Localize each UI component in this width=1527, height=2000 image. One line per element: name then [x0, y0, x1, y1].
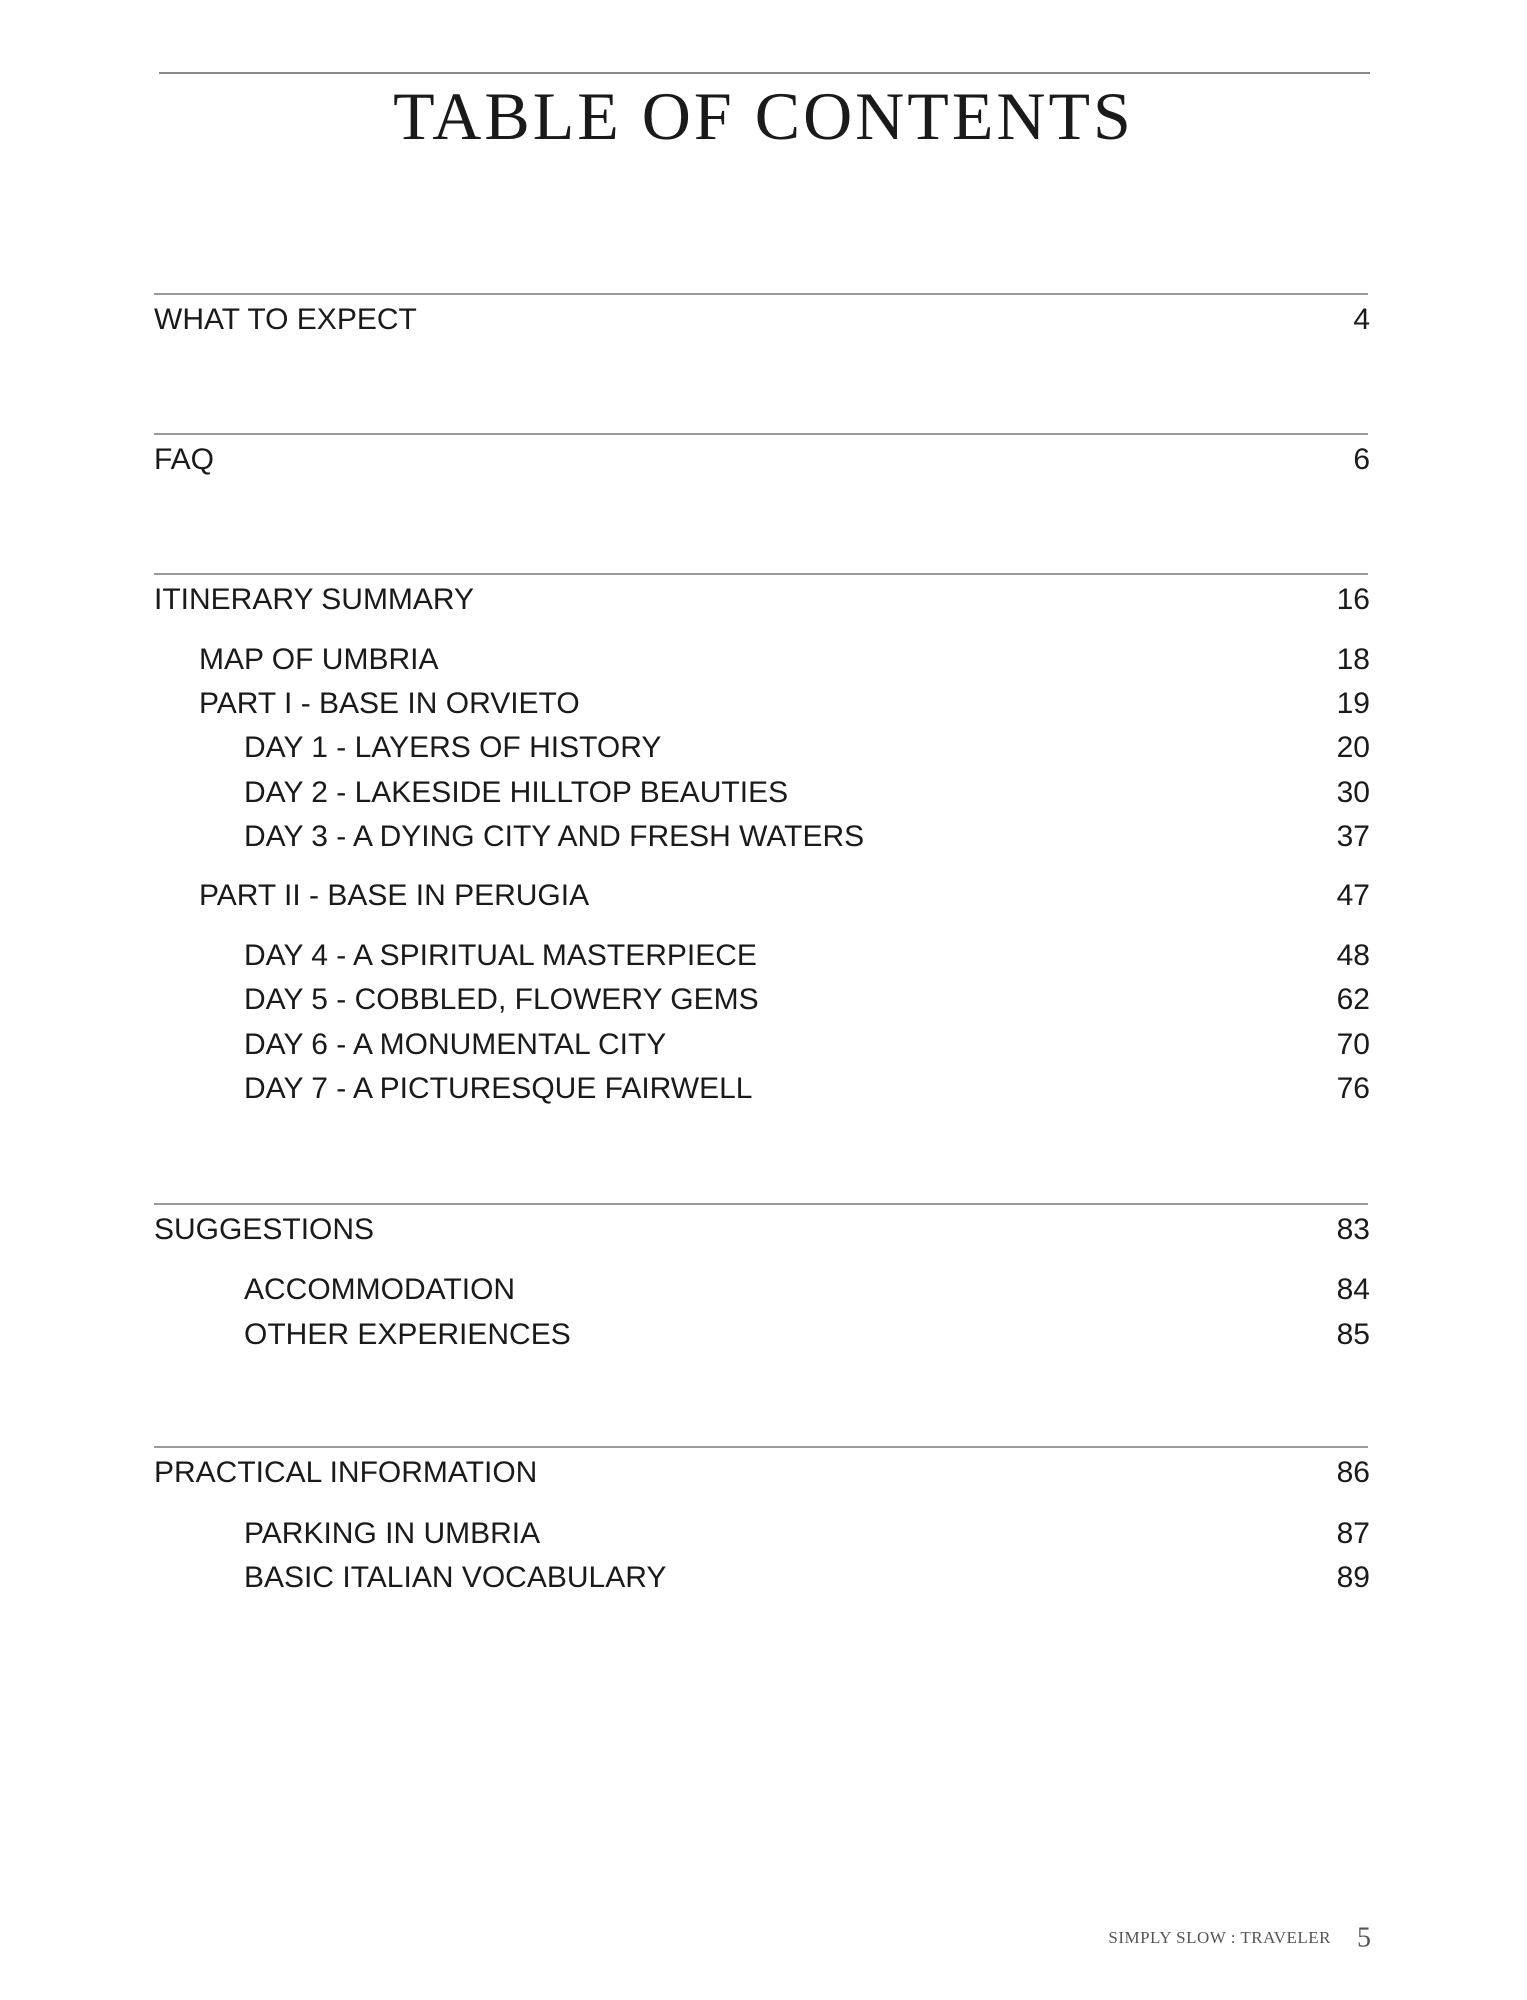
toc-entry-itinerary-summary[interactable] — [154, 580, 1370, 620]
toc-subentry-map-of-umbria[interactable] — [154, 640, 1370, 680]
toc-entry-label: FAQ — [154, 443, 215, 476]
toc-entry-label: PRACTICAL INFORMATION — [154, 1456, 538, 1489]
toc-subentry-day-5[interactable] — [154, 980, 1370, 1020]
toc-entry-label: PART II - BASE IN PERUGIA — [199, 879, 590, 912]
toc-entry-page: 4 — [1353, 303, 1370, 336]
toc-entry-page: 76 — [1336, 1072, 1370, 1105]
footer-brand: SIMPLY SLOW : TRAVELER — [1108, 1928, 1331, 1948]
toc-subentry-day-6[interactable] — [154, 1025, 1370, 1065]
toc-entry-page: 86 — [1336, 1456, 1370, 1489]
toc-entry-label: DAY 7 - A PICTURESQUE FAIRWELL — [244, 1072, 753, 1105]
toc-entry-page: 37 — [1336, 820, 1370, 853]
toc-entry-practical-information[interactable] — [154, 1453, 1370, 1493]
toc-subentry-part-2[interactable] — [154, 876, 1370, 916]
toc-entry-page: 48 — [1336, 939, 1370, 972]
toc-entry-page: 20 — [1336, 731, 1370, 764]
toc-entry-suggestions[interactable] — [154, 1210, 1370, 1250]
toc-entry-label: DAY 4 - A SPIRITUAL MASTERPIECE — [244, 939, 757, 972]
toc-entry-label: DAY 1 - LAYERS OF HISTORY — [244, 731, 662, 764]
toc-entry-page: 18 — [1336, 643, 1370, 676]
toc-subentry-day-2[interactable] — [154, 773, 1370, 813]
toc-entry-what-to-expect[interactable] — [154, 300, 1370, 340]
toc-entry-page: 62 — [1336, 983, 1370, 1016]
toc-entry-label: DAY 5 - COBBLED, FLOWERY GEMS — [244, 983, 759, 1016]
toc-entry-label: DAY 6 - A MONUMENTAL CITY — [244, 1028, 667, 1061]
toc-subentry-day-3[interactable] — [154, 817, 1370, 857]
toc-entry-label: PARKING IN UMBRIA — [244, 1517, 541, 1550]
toc-entry-page: 89 — [1336, 1561, 1370, 1594]
toc-entry-label: PART I - BASE IN ORVIETO — [199, 687, 580, 720]
toc-entry-label: BASIC ITALIAN VOCABULARY — [244, 1561, 667, 1594]
top-divider — [159, 72, 1370, 74]
page-title: TABLE OF CONTENTS — [393, 78, 1134, 154]
toc-entry-page: 16 — [1336, 583, 1370, 616]
footer-page-number: 5 — [1357, 1922, 1371, 1954]
toc-subentry-parking[interactable] — [154, 1514, 1370, 1554]
toc-subentry-other-experiences[interactable] — [154, 1315, 1370, 1355]
toc-entry-label: WHAT TO EXPECT — [154, 303, 417, 336]
toc-entry-page: 19 — [1336, 687, 1370, 720]
toc-entry-page: 84 — [1336, 1273, 1370, 1306]
toc-entry-page: 47 — [1336, 879, 1370, 912]
toc-entry-label: DAY 3 - A DYING CITY AND FRESH WATERS — [244, 820, 865, 853]
toc-entry-page: 83 — [1336, 1213, 1370, 1246]
toc-entry-page: 70 — [1336, 1028, 1370, 1061]
section-divider — [154, 1446, 1368, 1448]
toc-subentry-part-1[interactable] — [154, 684, 1370, 724]
toc-entry-label: ITINERARY SUMMARY — [154, 583, 475, 616]
toc-entry-page: 85 — [1336, 1318, 1370, 1351]
section-divider — [154, 1203, 1368, 1205]
toc-entry-label: MAP OF UMBRIA — [199, 643, 439, 676]
toc-subentry-accommodation[interactable] — [154, 1270, 1370, 1310]
toc-subentry-day-1[interactable] — [154, 728, 1370, 768]
toc-entry-label: SUGGESTIONS — [154, 1213, 375, 1246]
toc-entry-label: ACCOMMODATION — [244, 1273, 516, 1306]
toc-entry-label: DAY 2 - LAKESIDE HILLTOP BEAUTIES — [244, 776, 789, 809]
section-divider — [154, 433, 1368, 435]
toc-entry-page: 6 — [1353, 443, 1370, 476]
toc-entry-page: 87 — [1336, 1517, 1370, 1550]
section-divider — [154, 293, 1368, 295]
toc-subentry-day-7[interactable] — [154, 1069, 1370, 1109]
toc-entry-page: 30 — [1336, 776, 1370, 809]
toc-entry-label: OTHER EXPERIENCES — [244, 1318, 571, 1351]
toc-entry-faq[interactable] — [154, 440, 1370, 480]
toc-subentry-vocabulary[interactable] — [154, 1558, 1370, 1598]
section-divider — [154, 573, 1368, 575]
toc-subentry-day-4[interactable] — [154, 936, 1370, 976]
page-footer — [1108, 1918, 1371, 1958]
